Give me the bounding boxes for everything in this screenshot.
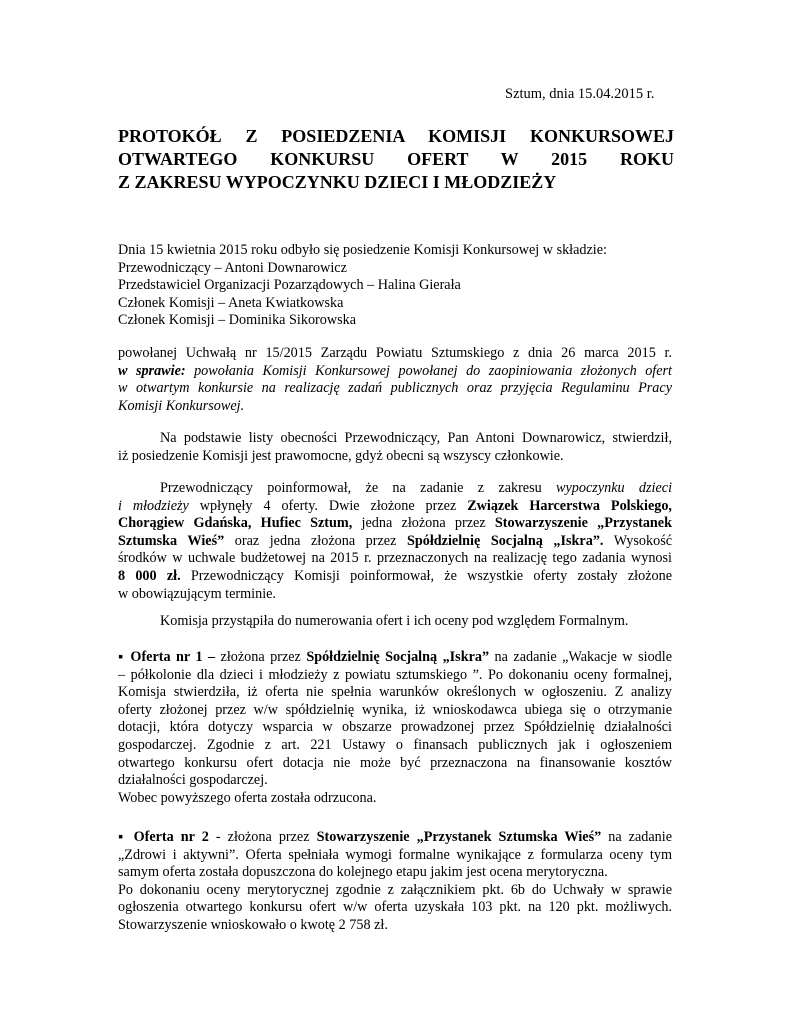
offer-1-line: otwartego konkursu ofert dotacja nie może być przeznaczona na finansowanie kosztów <box>118 754 672 771</box>
member-chairman: Przewodniczący – Antoni Downarowicz <box>118 259 347 276</box>
offer-2-line: ▪ Oferta nr 2 - złożona przez Stowarzyszenie „Przystanek Sztumska Wieś” na zadanie <box>118 829 672 845</box>
offer-1-line: dotacji, która dotyczy wsparcia w obszarze prowadzonej przez Spółdzielnię działalności <box>118 719 672 736</box>
offer-2-section <box>118 829 672 935</box>
composition-intro: Dnia 15 kwietnia 2015 roku odbyło się posiedzenie Komisji Konkursowej w składzie: <box>118 242 607 258</box>
resolution-paragraph <box>118 345 672 415</box>
offers-info-line: Przewodniczący poinformował, że na zadanie z zakresu wypoczynku dzieci <box>160 480 673 496</box>
offer-2-line: samym oferta została dopuszczona do kolejnego etapu jakim jest ocena merytoryczna. <box>118 864 608 881</box>
offer-2-line: Stowarzyszenie wnioskowało o kwotę 2 758 zł. <box>118 916 388 933</box>
title-line: PROTOKÓŁ Z POSIEDZENIA KOMISJI KONKURSOWEJ <box>118 126 674 146</box>
offer-1-line: działalności gospodarczej. <box>118 772 268 789</box>
offers-info-line: i młodzieży wpłynęły 4 oferty. Dwie złożone przez Związek Harcerstwa Polskiego, <box>118 497 672 514</box>
offer-1-line: ▪ Oferta nr 1 – złożona przez Spółdzielnię Socjalną „Iskra” na zadanie „Wakacje w siodle <box>118 649 673 665</box>
resolution-line: Komisji Konkursowej. <box>118 397 245 414</box>
quorum-paragraph <box>118 430 672 465</box>
offer-1-section <box>118 649 672 807</box>
member-1: Członek Komisji – Aneta Kwiatkowska <box>118 294 344 311</box>
resolution-line: w otwartym konkursie na realizację zadań publicznych oraz przyjęcia Regulaminu Pracy <box>118 380 672 397</box>
offer-1-heading: Oferta nr 1 – <box>124 649 216 665</box>
member-ngo-representative: Przedstawiciel Organizacji Pozarządowych – Halina Gierała <box>118 277 461 294</box>
offer-1-line: – półkolonie dla dzieci i młodzieży z powiatu sztumskiego ”. Po dokonaniu oceny formalnej, <box>118 666 672 683</box>
offers-info-line: 8 000 zł. Przewodniczący Komisji poinformował, że wszystkie oferty zostały złożone <box>118 567 672 584</box>
offer-1-line: Wobec powyższego oferta została odrzucona. <box>118 789 377 806</box>
quorum-line: Na podstawie listy obecności Przewodniczący, Pan Antoni Downarowicz, stwierdził, <box>160 430 672 446</box>
offers-info-line: Chorągiew Gdańska, Hufiec Sztum, jedna złożona przez Stowarzyszenie „Przystanek <box>118 515 672 532</box>
document-title <box>118 125 674 194</box>
resolution-line: powołanej Uchwałą nr 15/2015 Zarządu Powiatu Sztumskiego z dnia 26 marca 2015 r. <box>118 345 672 361</box>
offer-1-line: oferty złożonej przez w/w spółdzielnię wynika, iż wnioskodawca ubiega się o otrzymanie <box>118 701 672 718</box>
committee-composition <box>118 242 672 330</box>
numbering-line: Komisja przystąpiła do numerowania ofert i ich oceny pod względem Formalnym. <box>160 613 629 629</box>
offers-info-line: Sztumska Wieś” oraz jedna złożona przez Spółdzielnię Socjalną „Iskra”. Wysokość <box>118 532 673 549</box>
title-line: Z ZAKRESU WYPOCZYNKU DZIECI I MŁODZIEŻY <box>118 172 557 192</box>
bullet-icon: ▪ <box>118 829 127 845</box>
budget-amount: 8 000 zł. <box>118 567 181 584</box>
offer-2-heading: Oferta nr 2 <box>126 829 209 845</box>
offer-2-line: Po dokonaniu oceny merytorycznej zgodnie z załącznikiem pkt. 6b do Uchwały w sprawie <box>118 881 672 898</box>
numbering-paragraph <box>118 613 672 631</box>
offers-info-paragraph <box>118 480 672 603</box>
offer-2-line: „Zdrowi i aktywni”. Oferta spełniała wymogi formalne wynikające z formularza oceny tym <box>118 846 672 863</box>
document-date: Sztum, dnia 15.04.2015 r. <box>505 86 655 102</box>
title-line: OTWARTEGO KONKURSU OFERT W 2015 ROKU <box>118 149 674 169</box>
offers-info-line: środków w uchwale budżetowej na 2015 r. przeznaczonych na realizację tego zadania wynosi <box>118 550 672 567</box>
resolution-label: w sprawie: <box>118 362 186 379</box>
resolution-line: w sprawie: powołania Komisji Konkursowej powołanej do zaopiniowania złożonych ofert <box>118 362 673 379</box>
offers-info-line: w obowiązującym terminie. <box>118 585 276 602</box>
quorum-line: iż posiedzenie Komisji jest prawomocne, gdyż obecni są wszyscy członkowie. <box>118 447 564 464</box>
offer-2-line: ogłoszenia otwartego konkursu ofert w/w oferta uzyskała 103 pkt. na 120 pkt. możliwych. <box>118 899 672 916</box>
offer-1-line: Komisja stwierdziła, iż oferta nie spełnia warunków określonych w ogłoszeniu. Z analizy <box>118 684 672 701</box>
offer-1-line: gospodarczej. Zgodnie z art. 221 Ustawy o finansach publicznych jak i ogłoszeniem <box>118 736 672 753</box>
bullet-icon: ▪ <box>118 649 125 665</box>
member-2: Członek Komisji – Dominika Sikorowska <box>118 312 357 329</box>
